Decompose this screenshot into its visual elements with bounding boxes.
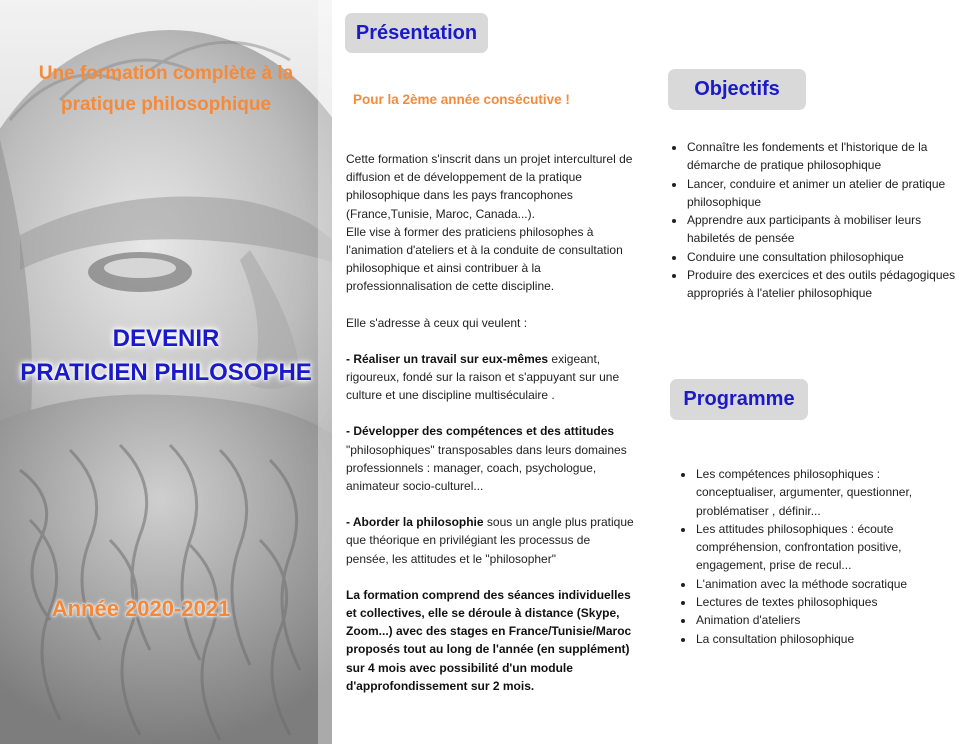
list-item: • La consultation philosophique bbox=[695, 630, 950, 648]
list-item: • Connaître les fondements et l'historique de la démarche de pratique philosophique bbox=[686, 138, 956, 175]
presentation-paragraph: Cette formation s'inscrit dans un projet interculturel de diffusion et de développement de la pratique philosophique dans les pays francophones (France,Tunisie, Maroc, Canada...). bbox=[346, 152, 633, 221]
list-item: • L'animation avec la méthode socratique bbox=[695, 575, 950, 593]
presentation-body bbox=[346, 150, 636, 695]
tagline: Une formation complète à la pratique philosophique bbox=[38, 63, 294, 115]
audience-item-text: "philosophiques" transposables dans leurs domaines professionnels : manager, coach, psychologue, animateur socio-culturel... bbox=[346, 442, 627, 494]
list-item: • Les compétences philosophiques : conceptualiser, argumenter, questionner, problématiser , définir... bbox=[695, 465, 950, 520]
presentation-heading: Présentation bbox=[345, 13, 488, 53]
list-item: • Produire des exercices et des outils pédagogiques appropriés à l'atelier philosophique bbox=[686, 266, 956, 303]
audience-item bbox=[346, 422, 636, 495]
programme-heading: Programme bbox=[670, 379, 808, 420]
objectifs-heading: Objectifs bbox=[668, 69, 806, 110]
audience-item-text: sous un angle plus pratique que théorique en privilégiant les processus de pensée, les attitudes et le "philosopher" bbox=[346, 515, 634, 566]
main-headline bbox=[0, 322, 332, 390]
presentation-paragraph: Elle s'adresse à ceux qui veulent : bbox=[346, 315, 528, 330]
audience-item-bold: - Développer des compétences et des attitudes bbox=[346, 424, 615, 439]
list-item: • Conduire une consultation philosophique bbox=[686, 248, 956, 266]
presentation-subtitle: Pour la 2ème année consécutive ! bbox=[353, 92, 570, 107]
list-item: • Lancer, conduire et animer un atelier de pratique philosophique bbox=[686, 175, 956, 212]
academic-year: Année 2020-2021 bbox=[51, 596, 231, 621]
cover-panel bbox=[0, 0, 332, 744]
list-item: • Les attitudes philosophiques : écoute compréhension, confrontation positive, engagement, prise de recul... bbox=[695, 520, 950, 575]
list-item: • Animation d'ateliers bbox=[695, 611, 950, 629]
closing-paragraph: La formation comprend des séances individuelles et collectives, elle se déroule à distance (Skype, Zoom...) avec des stages en France/Tunisie/Maroc proposés tout au long de l'année (en supplément) sur 4 mois avec possibilité d'un module d'approfondissement sur 2 mois. bbox=[346, 587, 632, 693]
objectifs-list bbox=[670, 138, 956, 303]
audience-item bbox=[346, 350, 636, 405]
audience-item bbox=[346, 513, 636, 568]
presentation-paragraph: Elle vise à former des praticiens philosophes à l'animation d'ateliers et à la conduite de consultation philosophique et ainsi contribuer à la professionnalisation de cette discipline. bbox=[346, 224, 623, 294]
list-item: • Apprendre aux participants à mobiliser leurs habiletés de pensée bbox=[686, 211, 956, 248]
audience-item-bold: - Aborder la philosophie bbox=[346, 515, 484, 530]
audience-item-text: exigeant, rigoureux, fondé sur la raison et s'appuyant sur une culture et une discipline multiséculaire . bbox=[346, 351, 620, 403]
headline-line-1: DEVENIR bbox=[112, 325, 220, 352]
audience-item-bold: - Réaliser un travail sur eux-mêmes bbox=[346, 351, 549, 366]
list-item: • Lectures de textes philosophiques bbox=[695, 593, 950, 611]
programme-list bbox=[679, 465, 950, 648]
headline-line-2: PRATICIEN PHILOSOPHE bbox=[20, 359, 312, 386]
